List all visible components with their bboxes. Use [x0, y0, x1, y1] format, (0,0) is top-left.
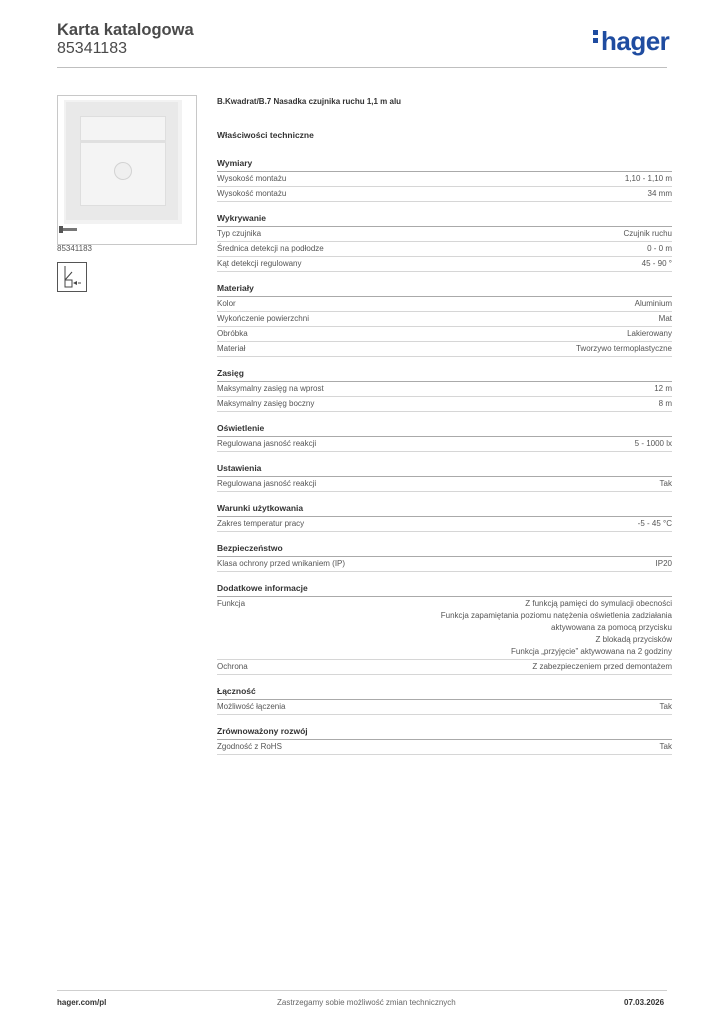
spec-value-line: IP20 [655, 559, 672, 568]
spec-label: Zgodność z RoHS [217, 742, 282, 751]
spec-section [217, 462, 672, 492]
spec-value-line: Tak [659, 479, 672, 488]
product-image-frame [57, 95, 197, 245]
spec-value-line: 5 - 1000 lx [634, 439, 672, 448]
spec-section [217, 367, 672, 412]
spec-value-line: 1,10 - 1,10 m [624, 174, 672, 183]
spec-value-line: aktywowana za pomocą przycisku [551, 623, 672, 632]
document-title: Karta katalogowa [57, 21, 194, 39]
spec-label: Wysokość montażu [217, 174, 287, 183]
spec-row [217, 227, 672, 242]
spec-value-line: Tworzywo termoplastyczne [575, 344, 672, 353]
spec-value [656, 558, 672, 570]
spec-value [654, 383, 672, 395]
section-heading: Dodatkowe informacje [217, 582, 672, 597]
spec-value [532, 661, 672, 673]
spec-row [217, 597, 672, 660]
footer-website-link[interactable]: hager.com/pl [57, 998, 107, 1007]
spec-label: Wykończenie powierzchni [217, 314, 309, 323]
footer-disclaimer: Zastrzegamy sobie możliwość zmian technicznych [277, 998, 456, 1007]
spec-row [217, 342, 672, 357]
spec-row [217, 477, 672, 492]
product-image [64, 100, 182, 224]
logo-dots-icon [593, 27, 598, 46]
spec-label: Maksymalny zasięg boczny [217, 399, 315, 408]
spec-label: Wysokość montażu [217, 189, 287, 198]
spec-label: Regulowana jasność reakcji [217, 479, 317, 488]
spec-row [217, 397, 672, 412]
spec-label: Średnica detekcji na podłodze [217, 244, 324, 253]
spec-value-line: Mat [658, 314, 672, 323]
spec-value [647, 243, 672, 255]
spec-value [627, 328, 672, 340]
spec-value [576, 343, 672, 355]
spec-row [217, 437, 672, 452]
spec-row [217, 187, 672, 202]
spec-value [659, 398, 672, 410]
spec-row [217, 700, 672, 715]
spec-section [217, 157, 672, 202]
hager-logo[interactable] [593, 26, 669, 57]
spec-value [441, 598, 672, 658]
spec-row [217, 312, 672, 327]
spec-section [217, 542, 672, 572]
spec-row [217, 740, 672, 755]
spec-value-line: 0 - 0 m [647, 244, 672, 253]
spec-section [217, 685, 672, 715]
logo-text: hager [601, 26, 670, 56]
section-heading: Oświetlenie [217, 422, 672, 437]
spec-section [217, 582, 672, 675]
spec-row [217, 660, 672, 675]
spec-value-line: 8 m [658, 399, 672, 408]
spec-row [217, 517, 672, 532]
header-divider [57, 67, 667, 68]
spec-value-line: Czujnik ruchu [623, 229, 672, 238]
image-caption: 85341183 [57, 244, 92, 253]
spec-value [648, 188, 672, 200]
spec-value [660, 701, 672, 713]
section-heading: Ustawienia [217, 462, 672, 477]
section-heading: Zrównoważony rozwój [217, 725, 672, 740]
spec-row [217, 557, 672, 572]
spec-value [635, 298, 672, 310]
spec-label: Możliwość łączenia [217, 702, 286, 711]
footer-date: 07.03.2026 [624, 998, 665, 1007]
spec-label: Kolor [217, 299, 236, 308]
spec-value-line: Tak [659, 742, 672, 751]
spec-label: Klasa ochrony przed wnikaniem (IP) [217, 559, 346, 568]
spec-value-line: Aluminium [634, 299, 672, 308]
spec-value [625, 173, 672, 185]
spec-label: Kąt detekcji regulowany [217, 259, 302, 268]
spec-value-line: Z blokadą przycisków [595, 635, 672, 644]
spec-label: Typ czujnika [217, 229, 262, 238]
section-heading: Materiały [217, 282, 672, 297]
spec-row [217, 297, 672, 312]
section-heading: Łączność [217, 685, 672, 700]
technical-specification [217, 95, 672, 765]
spec-value-line: 12 m [654, 384, 672, 393]
sensor-mounting-pictogram-icon [57, 262, 87, 292]
product-code: 85341183 [57, 40, 127, 57]
spec-value-line: -5 - 45 °C [637, 519, 672, 528]
spec-value [624, 228, 672, 240]
spec-section [217, 502, 672, 532]
spec-row [217, 242, 672, 257]
spec-label: Ochrona [217, 662, 248, 671]
screwdriver-icon [61, 228, 77, 231]
spec-value-line: Z zabezpieczeniem przed demontażem [532, 662, 672, 671]
spec-value-line: Z funkcją pamięci do symulacji obecności [525, 599, 672, 608]
spec-label: Regulowana jasność reakcji [217, 439, 317, 448]
spec-value-line: Funkcja „przyjęcie” aktywowana na 2 godziny [511, 647, 672, 656]
spec-value [659, 313, 672, 325]
spec-value-line: Tak [659, 702, 672, 711]
section-heading: Bezpieczeństwo [217, 542, 672, 557]
spec-value [642, 258, 672, 270]
spec-section [217, 725, 672, 755]
spec-value-line: Lakierowany [627, 329, 672, 338]
spec-label: Obróbka [217, 329, 248, 338]
section-heading: Wykrywanie [217, 212, 672, 227]
product-name: B.Kwadrat/B.7 Nasadka czujnika ruchu 1,1 m alu [217, 97, 402, 106]
spec-row [217, 327, 672, 342]
spec-label: Zakres temperatur pracy [217, 519, 305, 528]
spec-section [217, 282, 672, 357]
spec-value [635, 438, 672, 450]
spec-value [660, 478, 672, 490]
spec-value [660, 741, 672, 753]
spec-label: Materiał [217, 344, 246, 353]
spec-row [217, 382, 672, 397]
spec-value-line: Funkcja zapamiętania poziomu natężenia oświetlenia zadziałania [440, 611, 672, 620]
section-heading: Warunki użytkowania [217, 502, 672, 517]
spec-label: Funkcja [217, 599, 246, 608]
spec-row [217, 257, 672, 272]
spec-value [638, 518, 672, 530]
spec-section [217, 212, 672, 272]
sensor-lens [114, 162, 132, 180]
spec-row [217, 172, 672, 187]
footer-divider [57, 990, 667, 991]
technical-properties-heading: Właściwości techniczne [217, 130, 314, 140]
spec-section [217, 422, 672, 452]
section-heading: Zasięg [217, 367, 672, 382]
section-heading: Wymiary [217, 157, 672, 172]
spec-label: Maksymalny zasięg na wprost [217, 384, 324, 393]
spec-value-line: 45 - 90 ° [641, 259, 672, 268]
spec-value-line: 34 mm [647, 189, 672, 198]
